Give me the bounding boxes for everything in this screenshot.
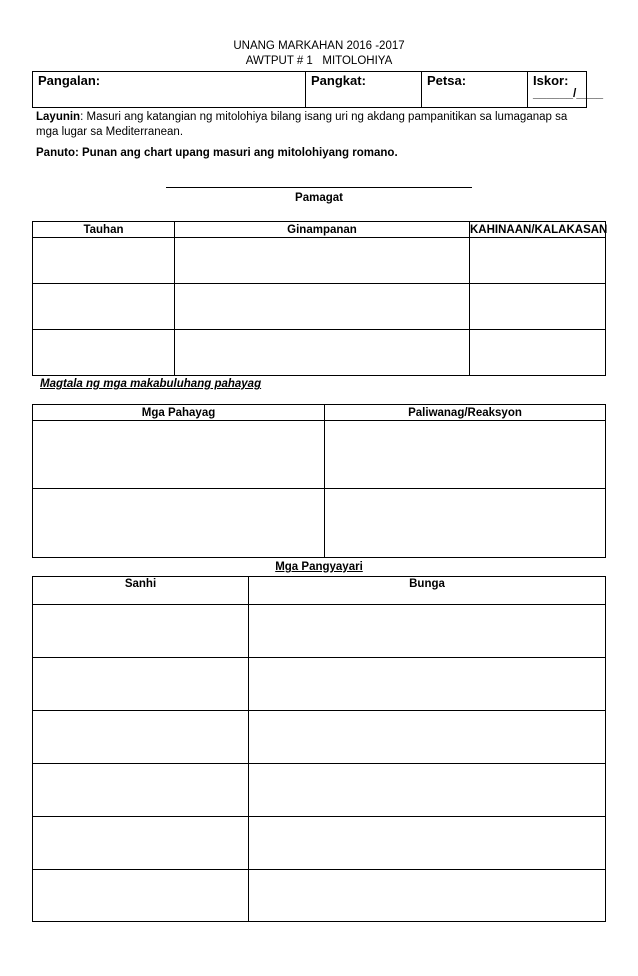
header-line-1: UNANG MARKAHAN 2016 -2017 xyxy=(233,40,405,52)
table-cell[interactable] xyxy=(175,330,470,376)
character-table xyxy=(32,221,606,376)
table-cell[interactable] xyxy=(33,605,249,658)
table-cell[interactable] xyxy=(470,238,606,284)
table-cell[interactable] xyxy=(325,489,606,558)
table-row xyxy=(33,330,606,376)
instruction: Panuto: Punan ang chart upang masuri ang mitolohiyang romano. xyxy=(36,147,398,159)
quotes-heading: Magtala ng mga makabuluhang pahayag xyxy=(40,378,262,390)
date-field[interactable] xyxy=(422,72,528,108)
table-row xyxy=(33,605,606,658)
table-cell[interactable] xyxy=(249,711,606,764)
table-cell[interactable] xyxy=(33,870,249,922)
table-cell[interactable] xyxy=(33,489,325,558)
table-row xyxy=(33,711,606,764)
table-cell[interactable] xyxy=(470,330,606,376)
objective-text: : Masuri ang katangian ng mitolohiya bilang isang uri ng akdang pampanitikan sa lumaganap sa mga lugar sa Mediterranean. xyxy=(36,111,568,138)
score-line: ______/____ xyxy=(533,86,604,100)
table-cell[interactable] xyxy=(249,605,606,658)
title-label: Pamagat xyxy=(295,192,343,204)
header-bunga: Bunga xyxy=(249,577,606,605)
table-cell[interactable] xyxy=(33,284,175,330)
header-tauhan: Tauhan xyxy=(33,222,175,238)
student-info-table xyxy=(32,71,604,108)
table-row xyxy=(33,870,606,922)
header-sanhi: Sanhi xyxy=(33,577,249,605)
table-row xyxy=(33,658,606,711)
table-row xyxy=(33,764,606,817)
table-cell[interactable] xyxy=(33,330,175,376)
table-row xyxy=(33,238,606,284)
header-line-2: AWTPUT # 1 MITOLOHIYA xyxy=(245,55,393,67)
table-cell[interactable] xyxy=(33,238,175,284)
table-cell[interactable] xyxy=(249,764,606,817)
header-paliwanag-reaksyon: Paliwanag/Reaksyon xyxy=(325,405,606,421)
table-cell[interactable] xyxy=(33,658,249,711)
table-cell[interactable] xyxy=(33,764,249,817)
objective-label: Layunin xyxy=(36,111,81,123)
table-cell[interactable] xyxy=(249,817,606,870)
quotes-table xyxy=(32,404,606,558)
section-label: Pangkat: xyxy=(311,73,366,88)
table-row xyxy=(33,421,606,489)
objective xyxy=(36,110,591,140)
table-cell[interactable] xyxy=(33,817,249,870)
name-label: Pangalan: xyxy=(38,73,101,88)
score-field[interactable] xyxy=(528,72,604,108)
table-cell[interactable] xyxy=(470,284,606,330)
table-row xyxy=(33,489,606,558)
table-cell[interactable] xyxy=(325,421,606,489)
score-label: Iskor: xyxy=(533,73,569,88)
table-cell[interactable] xyxy=(175,238,470,284)
header-kahinaan-kalakasan: KAHINAAN/KALAKASAN xyxy=(470,223,608,236)
section-field[interactable] xyxy=(306,72,422,108)
table-cell[interactable] xyxy=(175,284,470,330)
events-table xyxy=(32,576,606,922)
table-row xyxy=(33,284,606,330)
events-heading: Mga Pangyayari xyxy=(275,561,363,573)
table-cell[interactable] xyxy=(33,711,249,764)
table-cell[interactable] xyxy=(249,658,606,711)
table-cell[interactable] xyxy=(249,870,606,922)
table-cell[interactable] xyxy=(33,421,325,489)
table-row xyxy=(33,817,606,870)
header-ginampanan: Ginampanan xyxy=(175,222,470,238)
header-mga-pahayag: Mga Pahayag xyxy=(33,405,325,421)
title-blank-line[interactable] xyxy=(166,187,472,188)
date-label: Petsa: xyxy=(427,73,467,88)
name-field[interactable] xyxy=(33,72,306,108)
